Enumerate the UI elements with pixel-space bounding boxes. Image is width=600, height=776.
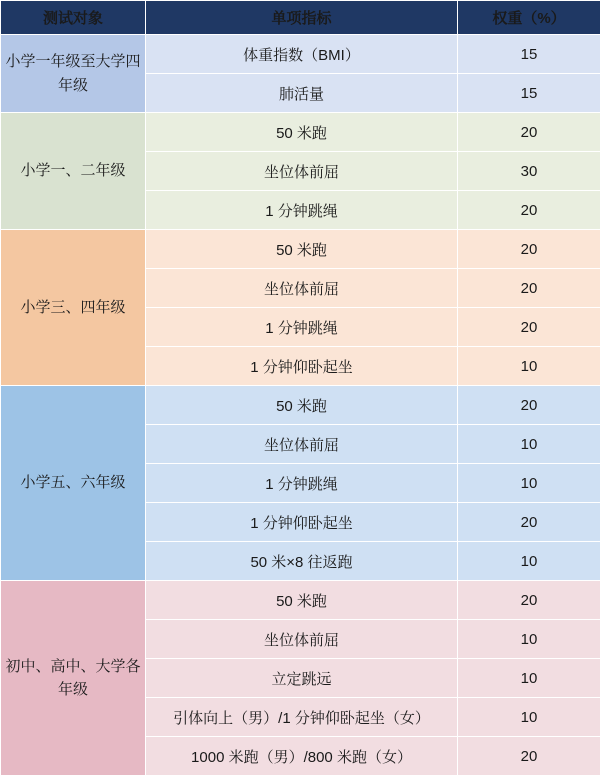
item-name-cell: 1 分钟仰卧起坐 [146, 347, 458, 386]
item-name-cell: 坐位体前屈 [146, 425, 458, 464]
weight-value-cell: 10 [458, 464, 600, 503]
header-weight: 权重（%） [458, 1, 600, 35]
weight-value-cell: 20 [458, 230, 600, 269]
weight-value-cell: 20 [458, 191, 600, 230]
item-name-cell: 1 分钟跳绳 [146, 191, 458, 230]
group-label-cell: 初中、高中、大学各年级 [1, 581, 146, 776]
table-row [1, 386, 600, 425]
item-name-cell: 50 米跑 [146, 581, 458, 620]
table-row [1, 581, 600, 620]
group-label-cell: 小学一年级至大学四年级 [1, 35, 146, 113]
item-name-cell: 引体向上（男）/1 分钟仰卧起坐（女） [146, 698, 458, 737]
table-row [1, 230, 600, 269]
weight-value-cell: 20 [458, 269, 600, 308]
weight-value-cell: 20 [458, 737, 600, 776]
item-name-cell: 1 分钟仰卧起坐 [146, 503, 458, 542]
item-name-cell: 50 米跑 [146, 386, 458, 425]
item-name-cell: 1000 米跑（男）/800 米跑（女） [146, 737, 458, 776]
weight-value-cell: 10 [458, 542, 600, 581]
item-name-cell: 50 米跑 [146, 230, 458, 269]
group-label-cell: 小学一、二年级 [1, 113, 146, 230]
weight-value-cell: 20 [458, 386, 600, 425]
table-row [1, 113, 600, 152]
table-header [1, 1, 600, 35]
table-body [1, 35, 600, 776]
weight-value-cell: 20 [458, 113, 600, 152]
item-name-cell: 50 米×8 往返跑 [146, 542, 458, 581]
item-name-cell: 肺活量 [146, 74, 458, 113]
item-name-cell: 立定跳远 [146, 659, 458, 698]
weight-value-cell: 10 [458, 659, 600, 698]
weight-value-cell: 10 [458, 425, 600, 464]
weight-value-cell: 20 [458, 503, 600, 542]
table-header-row [1, 1, 600, 35]
weight-value-cell: 30 [458, 152, 600, 191]
item-name-cell: 体重指数（BMI） [146, 35, 458, 74]
table-row [1, 35, 600, 74]
weight-value-cell: 15 [458, 74, 600, 113]
item-name-cell: 1 分钟跳绳 [146, 464, 458, 503]
weight-value-cell: 15 [458, 35, 600, 74]
item-name-cell: 坐位体前屈 [146, 620, 458, 659]
header-test-subject: 测试对象 [1, 1, 146, 35]
item-name-cell: 坐位体前屈 [146, 152, 458, 191]
weight-value-cell: 10 [458, 620, 600, 659]
item-name-cell: 50 米跑 [146, 113, 458, 152]
item-name-cell: 1 分钟跳绳 [146, 308, 458, 347]
weight-value-cell: 20 [458, 308, 600, 347]
header-single-item: 单项指标 [146, 1, 458, 35]
group-label-cell: 小学五、六年级 [1, 386, 146, 581]
weight-value-cell: 10 [458, 347, 600, 386]
item-name-cell: 坐位体前屈 [146, 269, 458, 308]
weight-value-cell: 10 [458, 698, 600, 737]
group-label-cell: 小学三、四年级 [1, 230, 146, 386]
weight-value-cell: 20 [458, 581, 600, 620]
